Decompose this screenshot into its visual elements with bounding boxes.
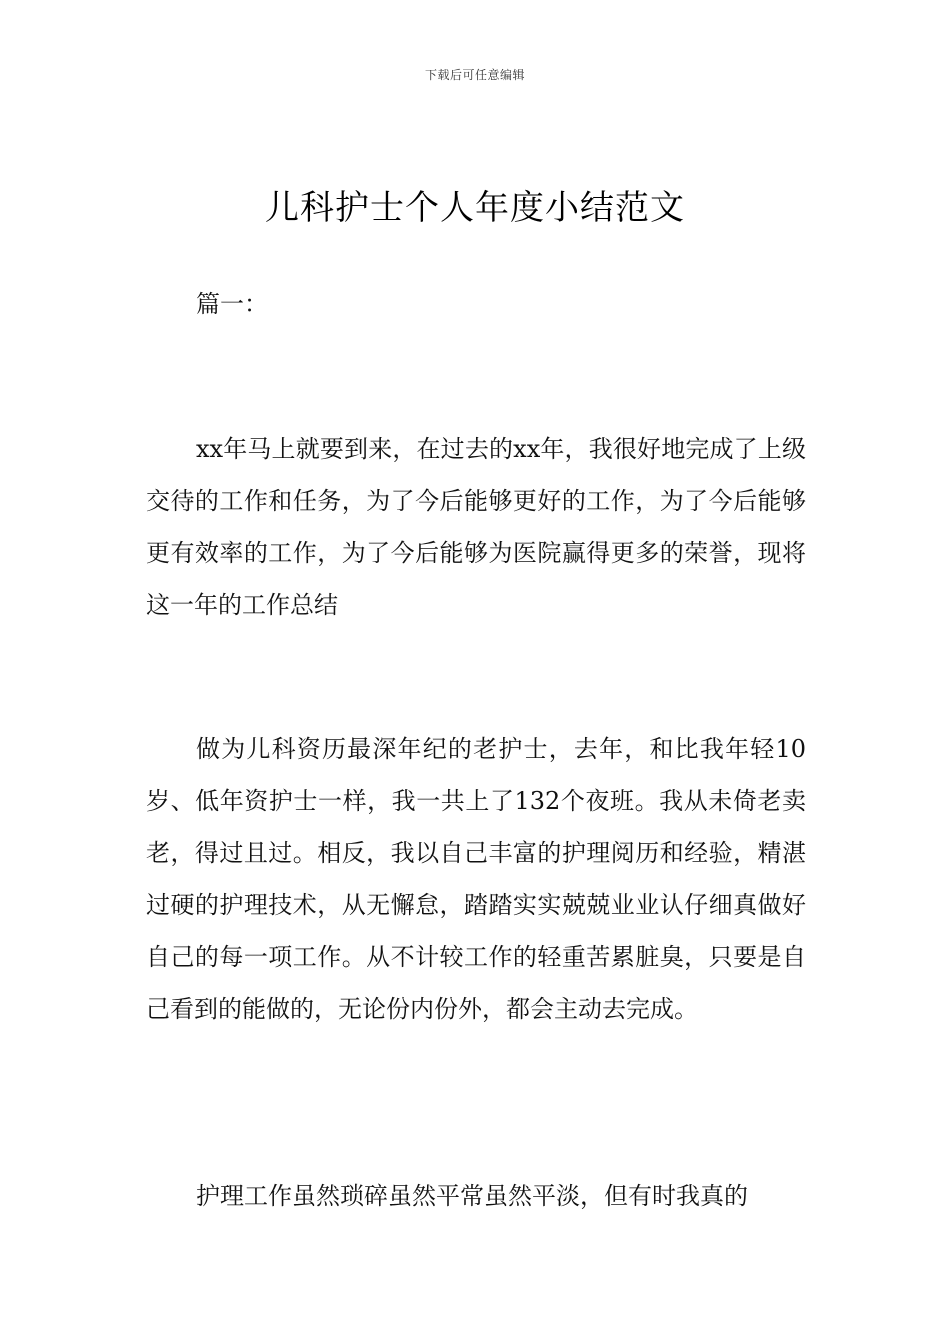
paragraph-3: 护理工作虽然琐碎虽然平常虽然平淡，但有时我真的 bbox=[196, 1182, 748, 1210]
paragraph-1: xx年马上就要到来，在过去的xx年，我很好地完成了上级交待的工作和任务，为了今后能够更好的工作，为了今后能够更有效率的工作，为了今后能够为医院赢得更多的荣誉，现将这一年的工作总结 bbox=[146, 435, 806, 619]
document-title: 儿科护士个人年度小结范文 bbox=[265, 188, 685, 228]
section-heading: 篇一： bbox=[196, 290, 268, 318]
header-note: 下载后可任意编辑 bbox=[424, 68, 525, 82]
paragraph-2: 做为儿科资历最深年纪的老护士，去年，和比我年轻10岁、低年资护士一样，我一共上了132个夜班。我从未倚老卖老，得过且过。相反，我以自己丰富的护理阅历和经验，精湛过硬的护理技术，从无懈怠，踏踏实实兢兢业业认仔细真做好自己的每一项工作。从不计较工作的轻重苦累脏臭，只要是自己看到的能做的，无论份内份外，都会主动去完成。 bbox=[146, 735, 806, 1023]
